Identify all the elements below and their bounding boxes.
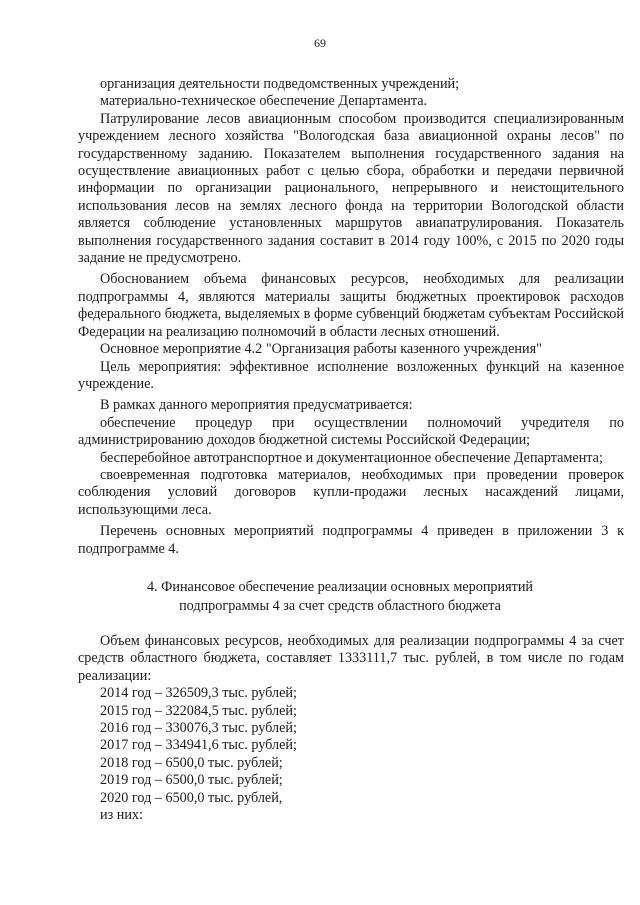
funding-section (78, 633, 624, 824)
paragraph: Цель мероприятия: эффективное исполнение возложенных функций на казенное учреждение. (78, 358, 624, 392)
year-item: 2020 год – 6500,0 тыс. рублей, (100, 789, 283, 806)
paragraph: материально-техническое обеспечение Департамента. (100, 93, 428, 110)
year-list (78, 685, 624, 807)
year-item: 2018 год – 6500,0 тыс. рублей; (100, 754, 283, 771)
paragraph: своевременная подготовка материалов, необходимых при проведении проверок соблюдения условий договоров купли-продажи лесных насаждений лицами, использующими леса. (78, 466, 624, 518)
section-heading (60, 578, 620, 616)
section-heading-line: подпрограммы 4 за счет средств областного бюджета (179, 598, 501, 614)
year-item: 2019 год – 6500,0 тыс. рублей; (100, 772, 283, 789)
paragraph: В рамках данного мероприятия предусматривается: (100, 397, 413, 414)
body-text (78, 76, 624, 558)
year-item: 2015 год – 322084,5 тыс. рублей; (100, 702, 297, 719)
page-number: 69 (314, 36, 326, 50)
paragraph: организация деятельности подведомственных учреждений; (100, 76, 460, 92)
funding-intro: Объем финансовых ресурсов, необходимых для реализации подпрограммы 4 за счет средств областного бюджета, составляет 1333111,7 тыс. рублей, в том числе по годам реализации: (78, 633, 624, 684)
year-item: 2016 год – 330076,3 тыс. рублей; (100, 720, 297, 737)
closing-line: из них: (100, 807, 143, 824)
paragraph: Патрулирование лесов авиационным способом производится специализированным учреждением лесного хозяйства "Вологодская база авиационной охраны лесов" по государственному заданию. Показателем выполнения государственного задания на осуществление авиационных работ с целью сбора, обработки и передачи первичной информации по организации рационального, непрерывного и неистощительного использования лесов на землях лесного фонда на территории Вологодской области является соблюдение установленных маршрутов авиапатрулирования. Показатель выполнения государственного задания составит в 2014 году 100%, с 2015 по 2020 годы задание не предусмотрено. (78, 110, 624, 267)
year-item: 2014 год – 326509,3 тыс. рублей; (100, 685, 297, 702)
section-heading-line: 4. Финансовое обеспечение реализации основных мероприятий (146, 579, 534, 595)
paragraph: Основное мероприятие 4.2 "Организация работы казенного учреждения" (100, 341, 542, 358)
year-item: 2017 год – 334941,6 тыс. рублей; (100, 737, 297, 754)
paragraph: Обоснованием объема финансовых ресурсов, необходимых для реализации подпрограммы 4, являются материалы защиты бюджетных проектировок расходов федерального бюджета, выделяемых в форме субвенций бюджетам субъектам Российской Федерации на реализацию полномочий в области лесных отношений. (78, 271, 624, 340)
paragraph: бесперебойное автотранспортное и документационное обеспечение Департамента; (100, 449, 603, 466)
paragraph: обеспечение процедур при осуществлении полномочий учредителя по администрированию доходов бюджетной системы Российской Федерации; (78, 414, 624, 449)
paragraph: Перечень основных мероприятий подпрограммы 4 приведен в приложении 3 к подпрограмме 4. (78, 523, 624, 557)
